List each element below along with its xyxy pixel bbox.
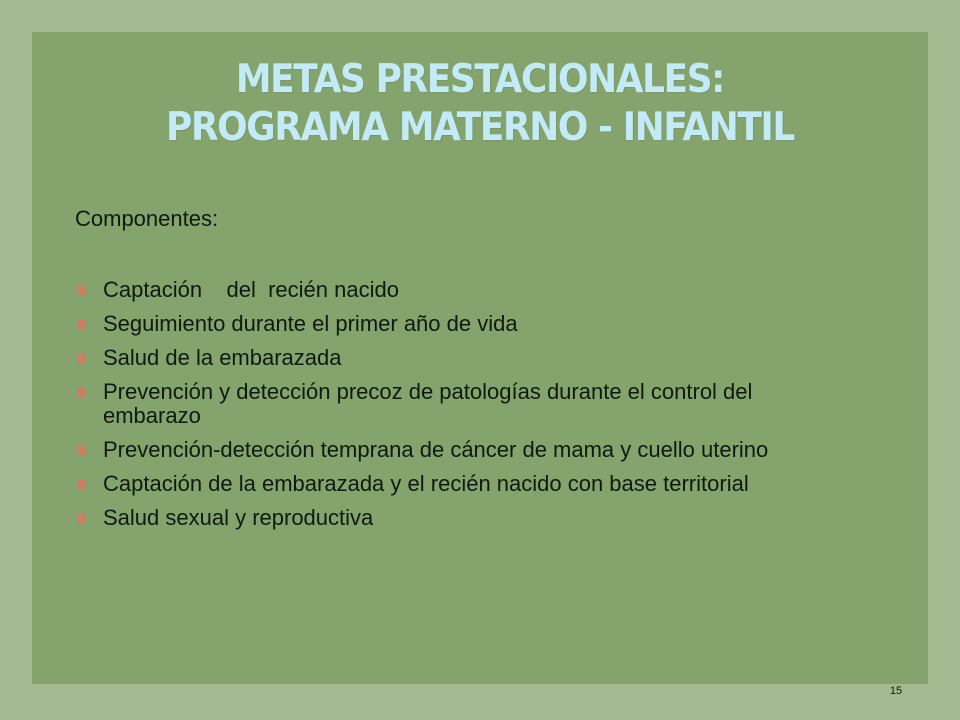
bullet-text: Salud sexual y reproductiva <box>103 505 374 530</box>
square-bullet-icon <box>77 320 86 329</box>
bullet-text: Salud de la embarazada <box>103 345 342 370</box>
square-bullet-icon <box>77 388 86 397</box>
intro-text: Componentes: <box>75 206 219 231</box>
bullet-item <box>75 438 855 462</box>
bullet-item <box>75 278 855 302</box>
bullet-item <box>75 472 855 496</box>
page-number: 15 <box>889 685 903 697</box>
bullet-text: Captación del recién nacido <box>103 277 399 302</box>
square-bullet-icon <box>77 480 86 489</box>
bullet-item <box>75 506 855 530</box>
square-bullet-icon <box>77 514 86 523</box>
bullet-text: Seguimiento durante el primer año de vida <box>103 311 518 336</box>
square-bullet-icon <box>77 446 86 455</box>
bullet-text: Prevención-detección temprana de cáncer de mama y cuello uterino <box>103 437 769 462</box>
square-bullet-icon <box>77 354 86 363</box>
slide-title <box>38 56 921 152</box>
square-bullet-icon <box>77 286 86 295</box>
title-line-1: METAS PRESTACIONALES: <box>235 57 725 102</box>
bullet-item <box>75 312 855 336</box>
bullet-text: Prevención y detección precoz de patologías durante el control del embarazo <box>103 379 753 428</box>
title-line-2: PROGRAMA MATERNO - INFANTIL <box>166 105 794 150</box>
bullet-item <box>75 380 855 428</box>
bullet-list <box>75 278 855 540</box>
bullet-text: Captación de la embarazada y el recién nacido con base territorial <box>103 471 749 496</box>
bullet-item <box>75 346 855 370</box>
